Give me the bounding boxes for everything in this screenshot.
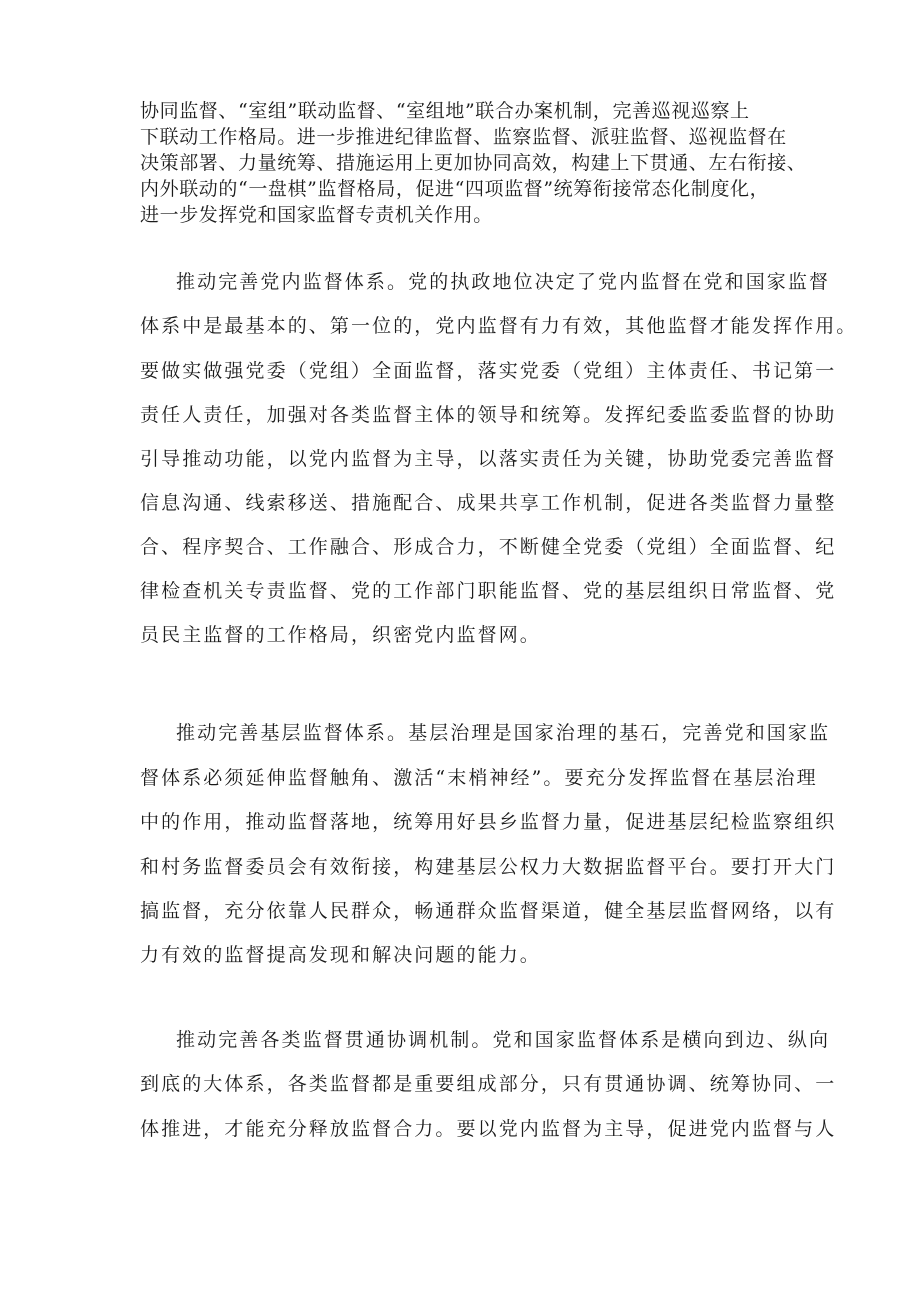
paragraph-line: 推动完善党内监督体系。党的执政地位决定了党内监督在党和国家监督 — [176, 271, 831, 293]
paragraph-line: 责任人责任，加强对各类监督主体的领导和统筹。发挥纪委监委监督的协助 — [140, 404, 837, 426]
paragraph-line: 推动完善各类监督贯通协调机制。党和国家监督体系是横向到边、纵向 — [176, 1029, 831, 1051]
paragraph-line: 体系中是最基本的、第一位的，党内监督有力有效，其他监督才能发挥作用。 — [140, 315, 858, 337]
paragraph-line: 下联动工作格局。进一步推进纪律监督、监察监督、派驻监督、巡视监督在 — [140, 126, 787, 148]
paragraph-line: 体推进，才能充分释放监督合力。要以党内监督为主导，促进党内监督与人 — [140, 1118, 837, 1140]
paragraph-line: 律检查机关专责监督、党的工作部门职能监督、党的基层组织日常监督、党 — [140, 580, 837, 602]
paragraph-line: 到底的大体系，各类监督都是重要组成部分，只有贯通协调、统筹协同、一 — [140, 1073, 837, 1095]
paragraph-line: 合、程序契合、工作融合、形成合力，不断健全党委（党组）全面监督、纪 — [140, 536, 837, 558]
paragraph-line: 引导推动功能，以党内监督为主导，以落实责任为关键，协助党委完善监督 — [140, 448, 837, 470]
paragraph-line: 搞监督，充分依靠人民群众，畅通群众监督渠道，健全基层监督网络，以有 — [140, 900, 837, 922]
paragraph-line: 推动完善基层监督体系。基层治理是国家治理的基石，完善党和国家监 — [176, 722, 831, 744]
paragraph-line: 信息沟通、线索移送、措施配合、成果共享工作机制，促进各类监督力量整 — [140, 492, 837, 514]
paragraph-line: 进一步发挥党和国家监督专责机关作用。 — [140, 204, 493, 226]
paragraph-line: 内外联动的“一盘棋”监督格局，促进“四项监督”统筹衔接常态化制度化， — [140, 178, 770, 200]
paragraph-line: 和村务监督委员会有效衔接，构建基层公权力大数据监督平台。要打开大门 — [140, 856, 837, 878]
paragraph-line: 中的作用，推动监督落地，统筹用好县乡监督力量，促进基层纪检监察组织 — [140, 811, 837, 833]
paragraph-line: 要做实做强党委（党组）全面监督，落实党委（党组）主体责任、书记第一 — [140, 360, 837, 382]
paragraph-line: 督体系必须延伸监督触角、激活“末梢神经”。要充分发挥监督在基层治理 — [140, 767, 818, 789]
paragraph-line: 力有效的监督提高发现和解决问题的能力。 — [140, 944, 541, 966]
paragraph-line: 协同监督、“室组”联动监督、“室组地”联合办案机制，完善巡视巡察上 — [140, 100, 750, 122]
paragraph-line: 决策部署、力量统筹、措施运用上更加协同高效，构建上下贯通、左右衔接、 — [140, 152, 807, 174]
paragraph-line: 员民主监督的工作格局，织密党内监督网。 — [140, 624, 541, 646]
